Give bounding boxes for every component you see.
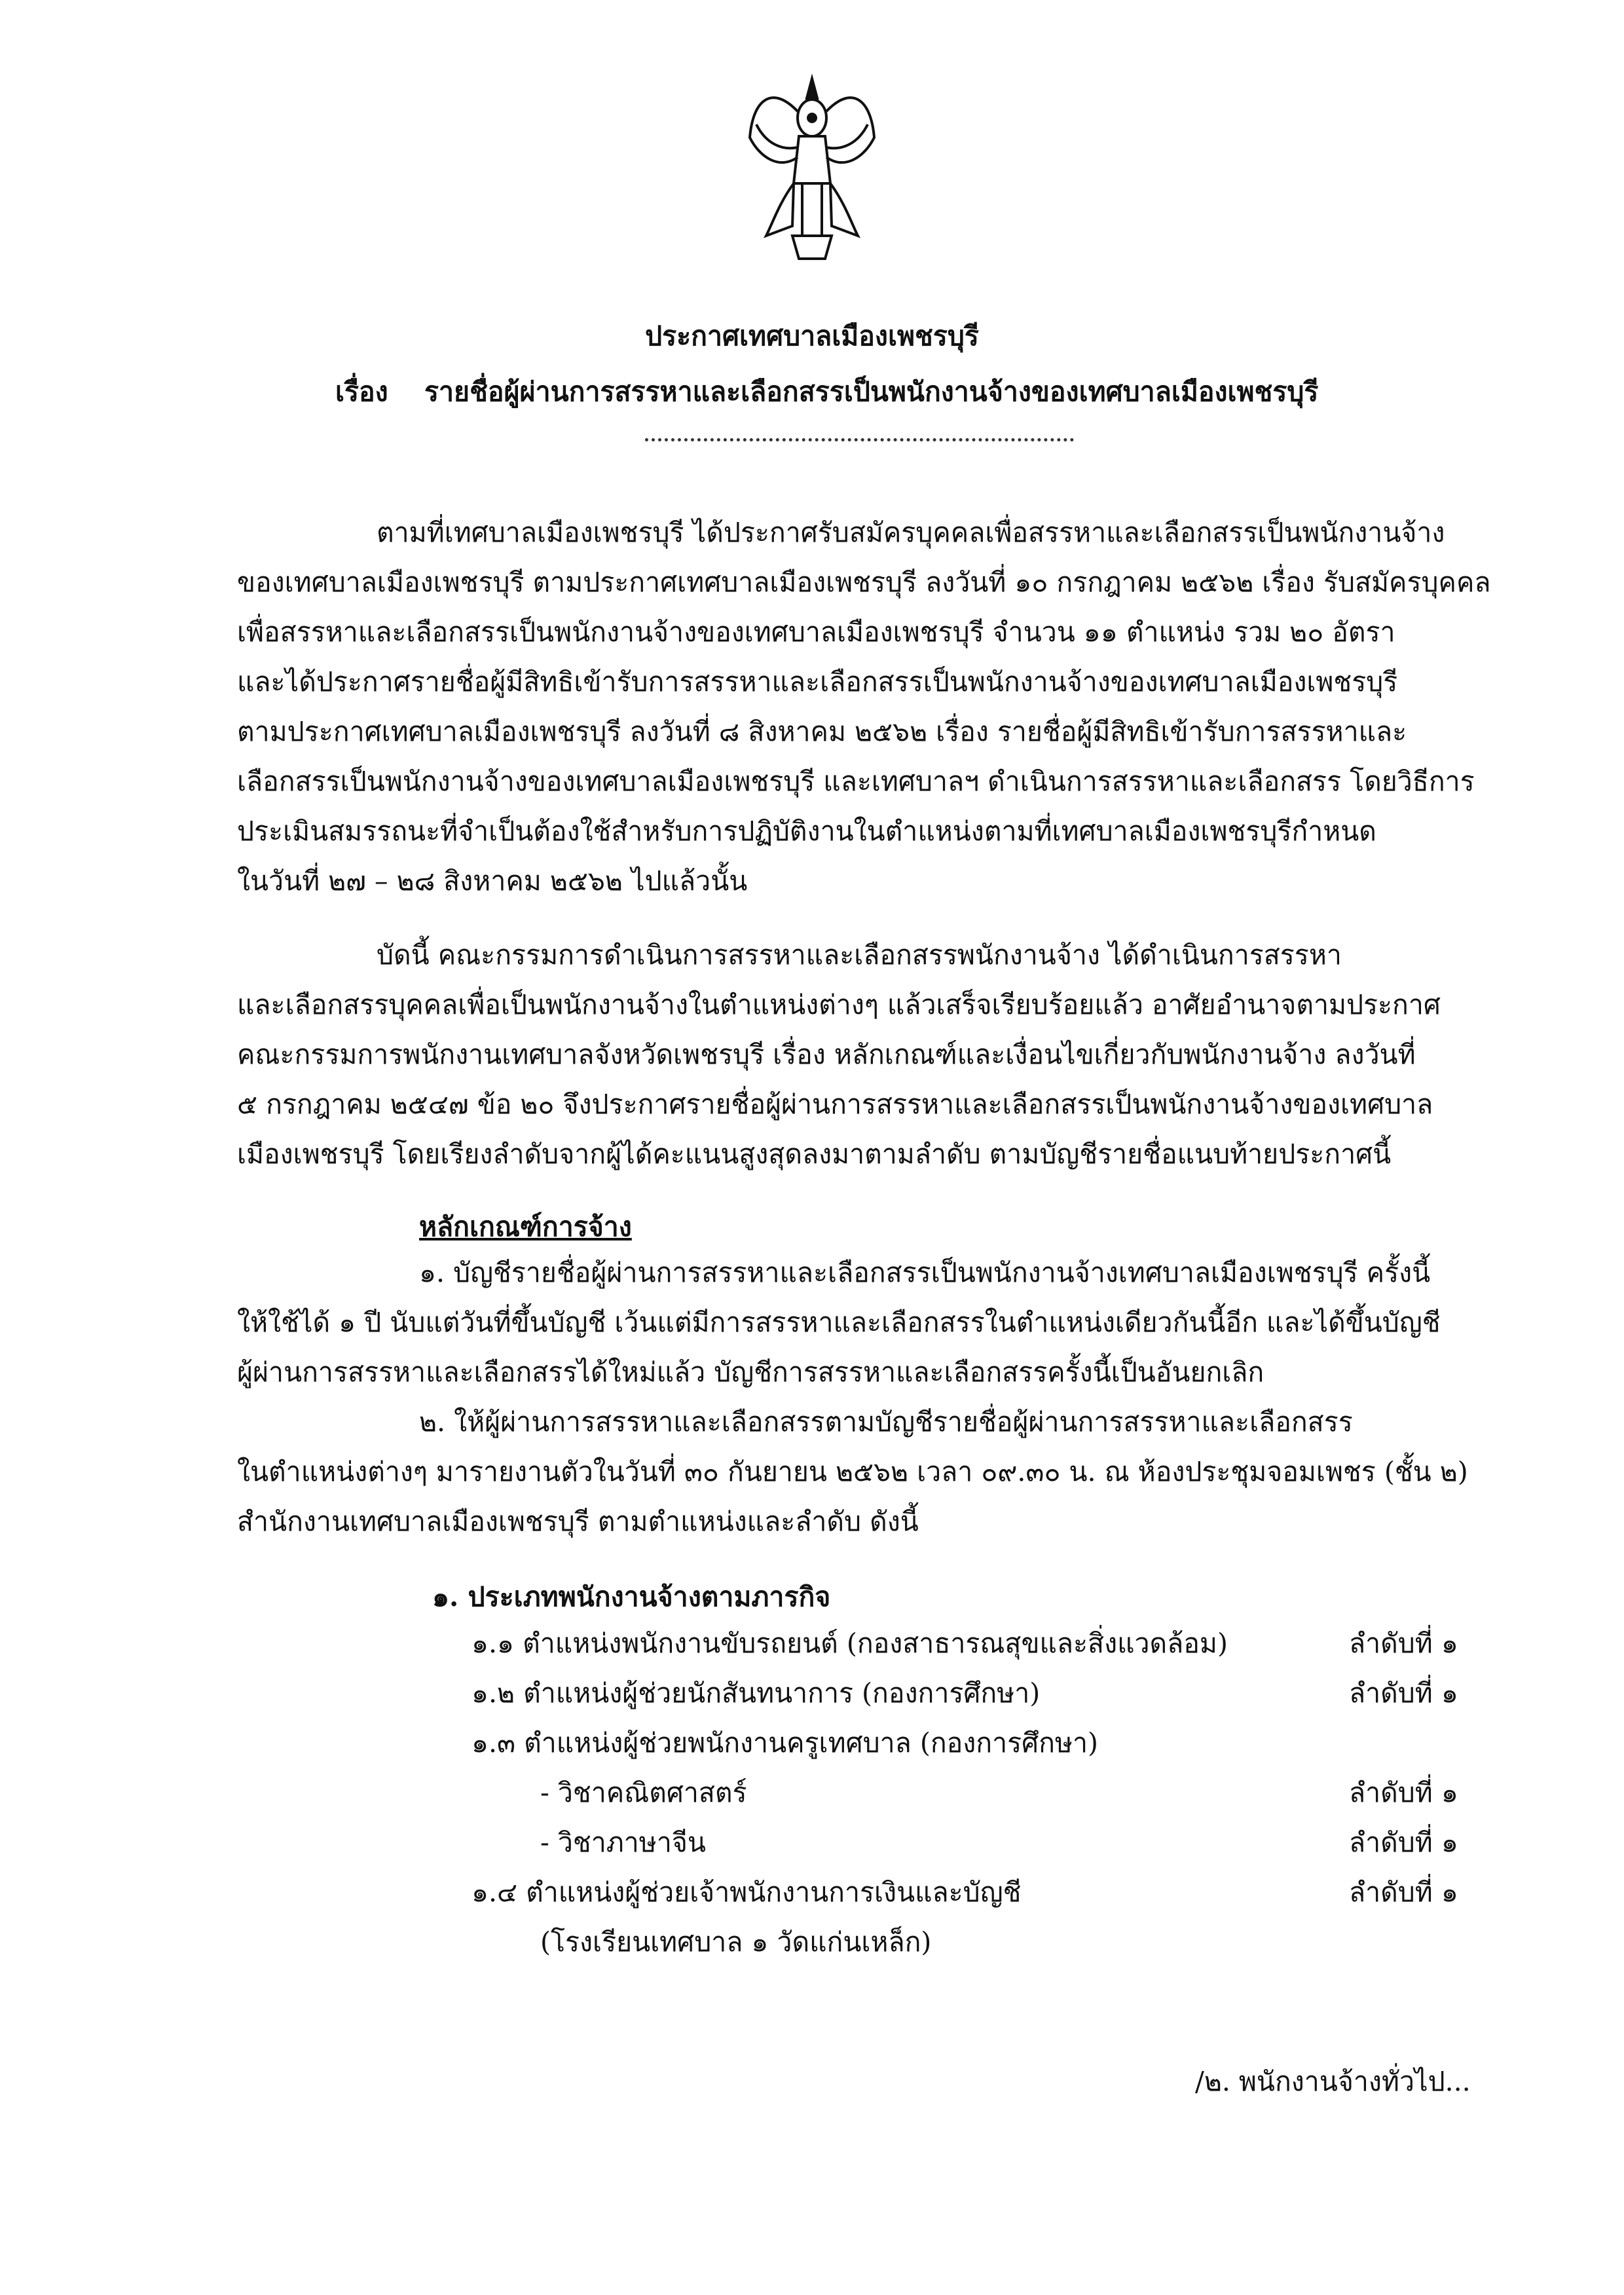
subject-text: รายชื่อผู้ผ่านการสรรหาและเลือกสรรเป็นพนักงานจ้างของเทศบาลเมืองเพชรบุรี — [424, 376, 1319, 407]
paragraph-line: ประเมินสมรรถนะที่จำเป็นต้องใช้สำหรับการปฏิบัติงานในตำแหน่งตามที่เทศบาลเมืองเพชรบุรีกำหนด — [237, 815, 1376, 847]
paragraph-line: ในตำแหน่งต่างๆ มารายงานตัวในวันที่ ๓๐ กันยายน ๒๕๖๒ เวลา ๐๙.๓๐ น. ณ ห้องประชุมจอมเพชร (ชั้น ๒) — [237, 1456, 1468, 1487]
paragraph-line: ตามประกาศเทศบาลเมืองเพชรบุรี ลงวันที่ ๘ สิงหาคม ๒๕๖๒ เรื่อง รายชื่อผู้มีสิทธิเข้ารับการสรรหาและ — [237, 716, 1407, 747]
paragraph-line: และเลือกสรรบุคคลเพื่อเป็นพนักงานจ้างในตำแหน่งต่างๆ แล้วเสร็จเรียบร้อยแล้ว อาศัยอำนาจตามประกาศ — [237, 989, 1441, 1020]
paragraph-line: ในวันที่ ๒๗ – ๒๘ สิงหาคม ๒๕๖๒ ไปแล้วนั้น — [237, 865, 748, 897]
title-divider — [645, 438, 1074, 441]
paragraph-line: ตามที่เทศบาลเมืองเพชรบุรี ได้ประกาศรับสมัครบุคคลเพื่อสรรหาและเลือกสรรเป็นพนักงานจ้าง — [377, 517, 1445, 548]
paragraph-line: ผู้ผ่านการสรรหาและเลือกสรรได้ใหม่แล้ว บัญชีการสรรหาและเลือกสรรครั้งนี้เป็นอันยกเลิก — [237, 1356, 1264, 1388]
section-1-heading: ๑. ประเภทพนักงานจ้างตามภารกิจ — [432, 1581, 831, 1613]
paragraph-line: บัดนี้ คณะกรรมการดำเนินการสรรหาและเลือกสรรพนักงานจ้าง ได้ดำเนินการสรรหา — [377, 939, 1342, 971]
paragraph-line: เลือกสรรเป็นพนักงานจ้างของเทศบาลเมืองเพชรบุรี และเทศบาลฯ ดำเนินการสรรหาและเลือกสรร โดยวิธีการ — [237, 766, 1475, 797]
paragraph-line: เพื่อสรรหาและเลือกสรรเป็นพนักงานจ้างของเทศบาลเมืองเพชรบุรี จำนวน ๑๑ ตำแหน่ง รวม ๒๐ อัตรา — [237, 616, 1395, 648]
position-row: ๑.๔ ตำแหน่งผู้ช่วยเจ้าพนักงานการเงินและบัญชี — [471, 1876, 1022, 1908]
criteria-heading: หลักเกณฑ์การจ้าง — [419, 1211, 632, 1242]
position-rank: ลำดับที่ ๑ — [1349, 1777, 1458, 1808]
paragraph-line: คณะกรรมการพนักงานเทศบาลจังหวัดเพชรบุรี เรื่อง หลักเกณฑ์และเงื่อนไขเกี่ยวกับพนักงานจ้าง ลงวันที่ — [237, 1039, 1416, 1070]
paragraph-line: สำนักงานเทศบาลเมืองเพชรบุรี ตามตำแหน่งและลำดับ ดังนี้ — [237, 1506, 919, 1537]
garuda-emblem-icon — [747, 72, 877, 269]
position-subrow: - วิชาภาษาจีน — [540, 1827, 706, 1858]
position-rank: ลำดับที่ ๑ — [1349, 1827, 1458, 1858]
paragraph-line: และได้ประกาศรายชื่อผู้มีสิทธิเข้ารับการสรรหาและเลือกสรรเป็นพนักงานจ้างของเทศบาลเมืองเพชรบุรี — [237, 666, 1398, 698]
position-rank: ลำดับที่ ๑ — [1349, 1677, 1458, 1709]
paragraph-line: ๕ กรกฎาคม ๒๕๔๗ ข้อ ๒๐ จึงประกาศรายชื่อผู้ผ่านการสรรหาและเลือกสรรเป็นพนักงานจ้างของเทศบาล — [237, 1089, 1433, 1120]
paragraph-line: ๑. บัญชีรายชื่อผู้ผ่านการสรรหาและเลือกสรรเป็นพนักงานจ้างเทศบาลเมืองเพชรบุรี ครั้งนี้ — [419, 1257, 1431, 1288]
position-rank: ลำดับที่ ๑ — [1349, 1628, 1458, 1659]
subject-label: เรื่อง — [335, 376, 388, 407]
position-row: ๑.๒ ตำแหน่งผู้ช่วยนักสันทนาการ (กองการศึกษา) — [471, 1677, 1041, 1709]
page-continuation: /๒. พนักงานจ้างทั่วไป... — [1195, 2066, 1471, 2097]
paragraph-line: ๒. ให้ผู้ผ่านการสรรหาและเลือกสรรตามบัญชีรายชื่อผู้ผ่านการสรรหาและเลือกสรร — [419, 1406, 1353, 1438]
paragraph-line: ของเทศบาลเมืองเพชรบุรี ตามประกาศเทศบาลเมืองเพชรบุรี ลงวันที่ ๑๐ กรกฎาคม ๒๕๖๒ เรื่อง รับสมัครบุคคล — [237, 567, 1491, 598]
document-title: ประกาศเทศบาลเมืองเพชรบุรี — [645, 320, 979, 352]
paragraph-line: ให้ใช้ได้ ๑ ปี นับแต่วันที่ขึ้นบัญชี เว้นแต่มีการสรรหาและเลือกสรรในตำแหน่งเดียวกันนี้อีก และได้ขึ้นบัญชี — [237, 1307, 1441, 1338]
position-row: ๑.๓ ตำแหน่งผู้ช่วยพนักงานครูเทศบาล (กองการศึกษา) — [471, 1727, 1099, 1759]
position-rank: ลำดับที่ ๑ — [1349, 1876, 1458, 1908]
position-subrow: - วิชาคณิตศาสตร์ — [540, 1777, 747, 1808]
position-subrow: (โรงเรียนเทศบาล ๑ วัดแก่นเหล็ก) — [540, 1926, 932, 1958]
position-row: ๑.๑ ตำแหน่งพนักงานขับรถยนต์ (กองสาธารณสุขและสิ่งแวดล้อม) — [471, 1628, 1228, 1659]
paragraph-line: เมืองเพชรบุรี โดยเรียงลำดับจากผู้ได้คะแนนสูงสุดลงมาตามลำดับ ตามบัญชีรายชื่อแนบท้ายประกาศนี้ — [237, 1138, 1392, 1170]
